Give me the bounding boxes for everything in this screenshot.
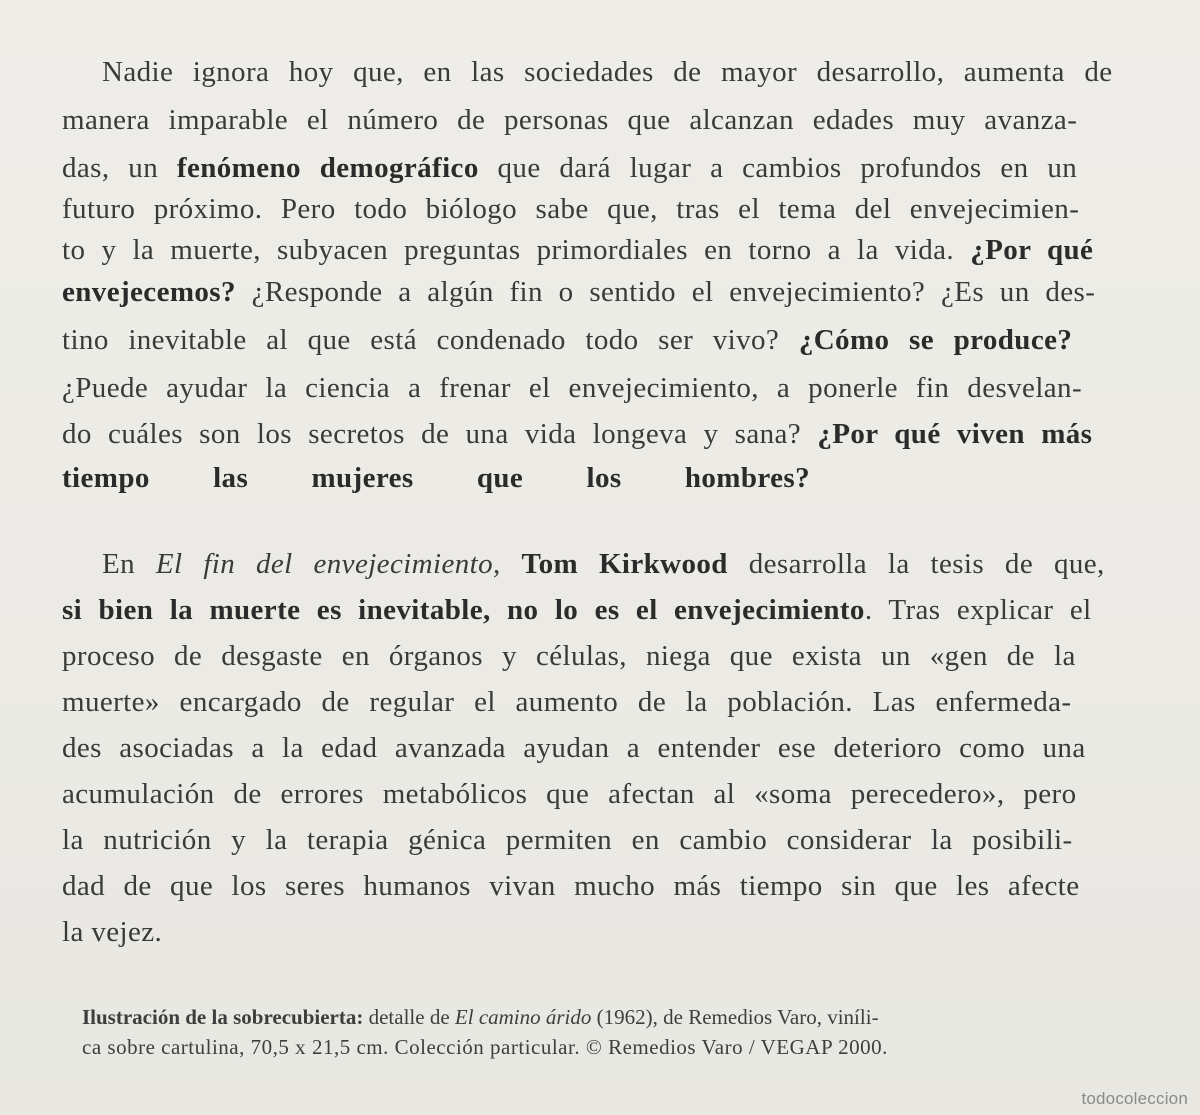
p2-line-9: la vejez. [62,916,163,948]
bold-question: envejecemos? [62,276,236,308]
artwork-title: El camino árido [454,1005,592,1029]
watermark: todocoleccion [1081,1089,1188,1108]
p1-line-10 [62,458,1144,498]
p2-line-8: dad de que los seres humanos vivan mucho más tiempo sin que les afecte [62,870,1080,902]
p2-line-4: muerte» encargado de regular el aumento de la población. Las enfermeda- [62,686,1072,718]
p1-line-2: manera imparable el número de personas que alcanzan edades muy avanza- [62,104,1078,136]
p1-line-6: envejecemos? ¿Responde a algún fin o sentido el envejecimiento? ¿Es un des- [62,276,1096,308]
p1-line-4: futuro próximo. Pero todo biólogo sabe que, tras el tema del envejecimien- [62,193,1080,225]
book-title: El fin del envejecimiento, [155,548,501,580]
p2-line-7: la nutrición y la terapia génica permiten en cambio considerar la posibili- [62,824,1073,856]
p2-line-1: En El fin del envejecimiento, Tom Kirkwood desarrolla la tesis de que, [102,548,1105,580]
bold-question: tiempo las mujeres que los hombres? [62,462,810,494]
p2-line-6: acumulación de errores metabólicos que afectan al «soma perecedero», pero [62,778,1077,810]
p1-line-3: das, un fenómeno demográfico que dará lugar a cambios profundos en un [62,152,1078,184]
author-name: Tom Kirkwood [521,548,728,580]
p2-line-2: si bien la muerte es inevitable, no lo es el envejecimiento. Tras explicar el [62,594,1092,626]
p1-line-1: Nadie ignora hoy que, en las sociedades de mayor desarrollo, aumenta de [102,56,1113,88]
p1-line-7: tino inevitable al que está condenado todo ser vivo? ¿Cómo se produce? [62,324,1073,356]
caption-label: Ilustración de la sobrecubierta: [82,1005,364,1029]
p1-line-8: ¿Puede ayudar la ciencia a frenar el envejecimiento, a ponerle fin desvelan- [62,372,1083,404]
p1-line-9: do cuáles son los secretos de una vida longeva y sana? ¿Por qué viven más [62,418,1093,450]
p2-line-3: proceso de desgaste en órganos y células, niega que exista un «gen de la [62,640,1076,672]
bold-thesis: si bien la muerte es inevitable, no lo es el envejecimiento [62,594,865,626]
bold-question: ¿Cómo se produce? [798,324,1073,356]
bold-question: ¿Por qué [970,234,1094,266]
cover-caption-line-2: ca sobre cartulina, 70,5 x 21,5 cm. Colección particular. © Remedios Varo / VEGAP 2000. [82,1035,888,1059]
p1-line-5: to y la muerte, subyacen preguntas primordiales en torno a la vida. ¿Por qué [62,234,1094,266]
cover-caption-line-1: Ilustración de la sobrecubierta: detalle de El camino árido (1962), de Remedios Varo, viníli- [82,1005,879,1029]
bold-question: ¿Por qué viven más [817,418,1093,450]
bold-phrase: fenómeno demográfico [176,152,479,184]
p2-line-5: des asociadas a la edad avanzada ayudan a entender ese deterioro como una [62,732,1086,764]
